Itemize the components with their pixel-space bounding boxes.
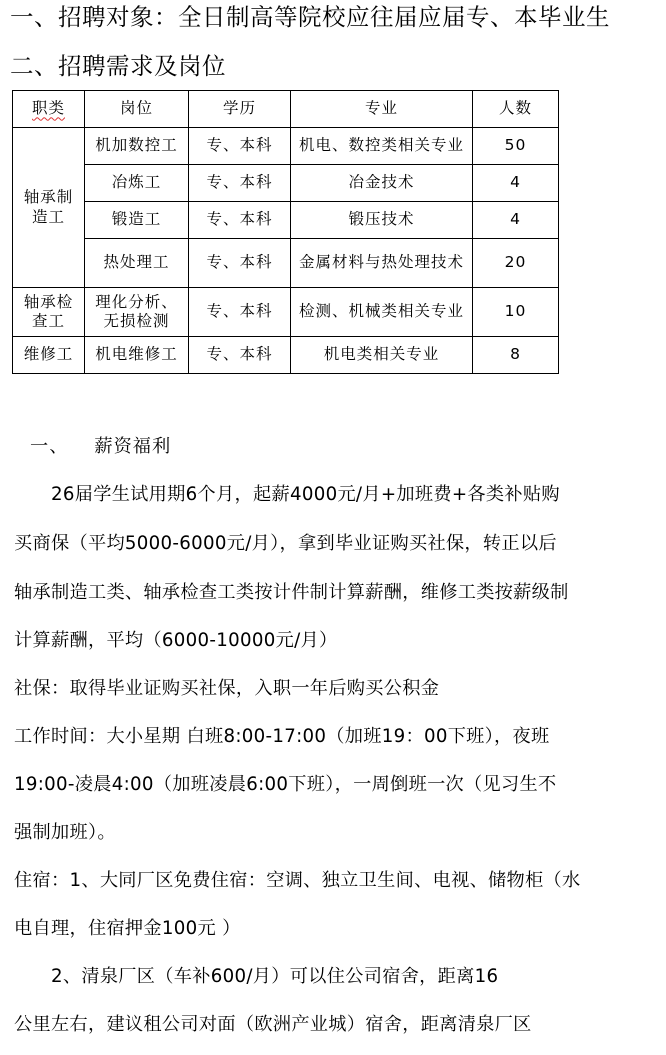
- header-major: 专业: [291, 91, 473, 128]
- count-cell: 8: [473, 337, 559, 374]
- work-hours-line: 工作时间：大小星期 白班8:00-17:00（加班19：00下班），夜班: [14, 726, 550, 747]
- position-cell: 理化分析、无损检测: [85, 288, 189, 337]
- position-cell: 机加数控工: [85, 128, 189, 165]
- header-category: 职类: [13, 91, 85, 128]
- position-cell: 机电维修工: [85, 337, 189, 374]
- table-row: [13, 239, 559, 288]
- major-cell: 机电类相关专业: [291, 337, 473, 374]
- recruit-target-heading: 一、招聘对象：全日制高等院校应往届应届专、本毕业生: [10, 3, 610, 31]
- table-row: [13, 337, 559, 374]
- count-cell: 20: [473, 239, 559, 288]
- major-cell: 机电、数控类相关专业: [291, 128, 473, 165]
- work-hours-line: 19:00-凌晨4:00（加班凌晨6:00下班），一周倒班一次（见习生不: [14, 774, 557, 795]
- position-cell: 锻造工: [85, 202, 189, 239]
- education-cell: 专、本科: [189, 202, 291, 239]
- header-education: 学历: [189, 91, 291, 128]
- table-row: [13, 165, 559, 202]
- major-cell: 金属材料与热处理技术: [291, 239, 473, 288]
- welfare-line: 26届学生试用期6个月，起薪4000元/月+加班费+各类补贴购: [14, 484, 560, 505]
- table-header-row: [13, 91, 559, 128]
- education-cell: 专、本科: [189, 165, 291, 202]
- welfare-line: 计算薪酬，平均（6000-10000元/月）: [14, 630, 338, 651]
- recruit-needs-heading: 二、招聘需求及岗位: [10, 52, 226, 80]
- category-cell: 轴承检查工: [13, 288, 85, 337]
- table-row: [13, 202, 559, 239]
- table-row: [13, 288, 559, 337]
- count-cell: 4: [473, 165, 559, 202]
- major-cell: 锻压技术: [291, 202, 473, 239]
- welfare-line: 轴承制造工类、轴承检查工类按计件制计算薪酬，维修工类按薪级制: [14, 582, 569, 603]
- header-position: 岗位: [85, 91, 189, 128]
- welfare-heading: [30, 432, 171, 458]
- social-insurance-line: 社保：取得毕业证购买社保，入职一年后购买公积金: [14, 678, 440, 699]
- education-cell: 专、本科: [189, 288, 291, 337]
- category-cell: 维修工: [13, 337, 85, 374]
- welfare-line: 买商保（平均5000-6000元/月），拿到毕业证购买社保，转正以后: [14, 533, 557, 554]
- category-cell: 轴承制造工: [13, 128, 85, 288]
- header-count: 人数: [473, 91, 559, 128]
- housing-line: 住宿：1、大同厂区免费住宿：空调、独立卫生间、电视、储物柜（水: [14, 870, 581, 891]
- education-cell: 专、本科: [189, 128, 291, 165]
- housing-line: 2、清泉厂区（车补600/月）可以住公司宿舍，距离16: [14, 966, 499, 987]
- work-hours-line: 强制加班）。: [14, 822, 116, 843]
- position-cell: 冶炼工: [85, 165, 189, 202]
- major-cell: 冶金技术: [291, 165, 473, 202]
- table-row: [13, 128, 559, 165]
- education-cell: 专、本科: [189, 239, 291, 288]
- count-cell: 4: [473, 202, 559, 239]
- education-cell: 专、本科: [189, 337, 291, 374]
- recruitment-table: [12, 90, 559, 374]
- position-cell: 热处理工: [85, 239, 189, 288]
- count-cell: 10: [473, 288, 559, 337]
- housing-line: 电自理，住宿押金100元 ）: [14, 918, 241, 939]
- housing-line: 公里左右，建议租公司对面（欧洲产业城）宿舍，距离清泉厂区: [14, 1014, 532, 1035]
- count-cell: 50: [473, 128, 559, 165]
- major-cell: 检测、机械类相关专业: [291, 288, 473, 337]
- welfare-heading-number: 一、: [30, 436, 69, 457]
- welfare-heading-title: 薪资福利: [94, 436, 172, 457]
